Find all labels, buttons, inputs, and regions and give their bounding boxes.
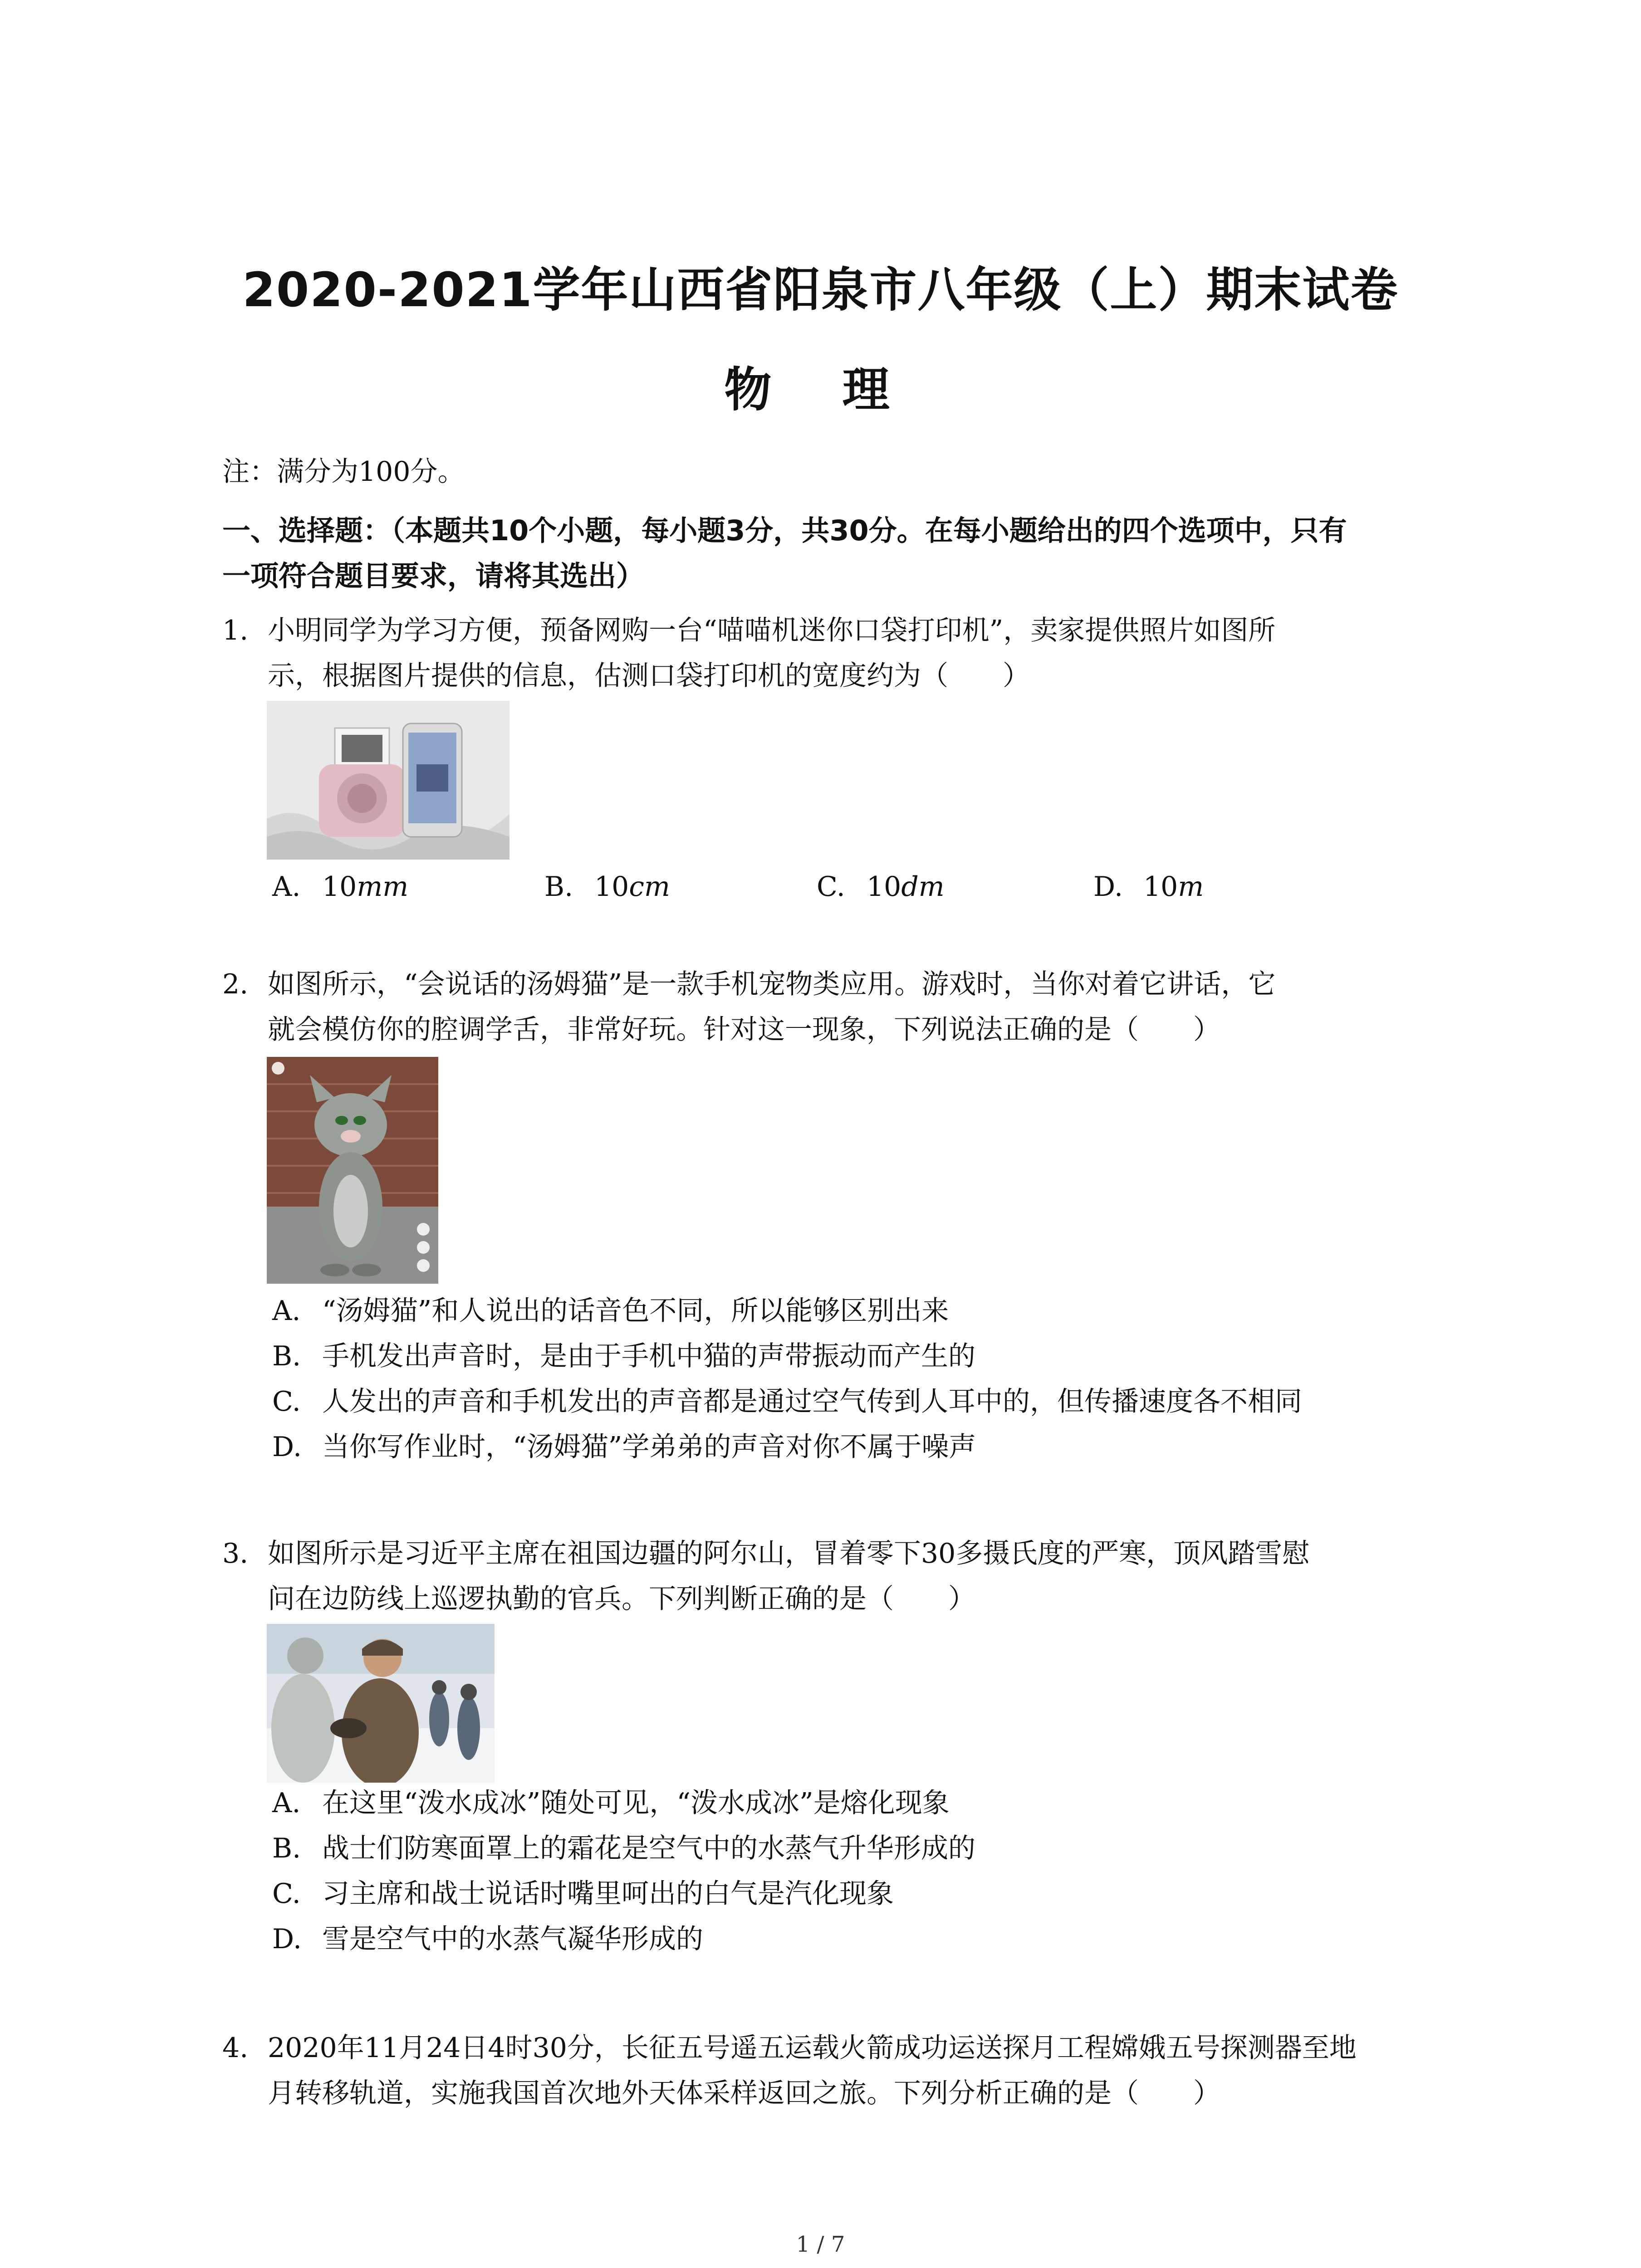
question-number: 1. bbox=[222, 615, 249, 646]
option-a[interactable]: A. “汤姆猫”和人说出的话音色不同，所以能够区别出来 bbox=[272, 1295, 949, 1327]
question-4 bbox=[222, 2025, 1357, 2116]
option-b[interactable]: B. 10cm bbox=[544, 871, 670, 903]
option-d[interactable]: D. 10m bbox=[1093, 871, 1204, 903]
option-a[interactable]: A. 在这里“泼水成冰”随处可见，“泼水成冰”是熔化现象 bbox=[272, 1787, 950, 1819]
border-patrol-photo bbox=[267, 1624, 495, 1783]
question-stem-line1: 如图所示是习近平主席在祖国边疆的阿尔山，冒着零下30多摄氏度的严寒，顶风踏雪慰 bbox=[268, 1538, 1310, 1569]
option-c[interactable]: C. 10dm bbox=[817, 871, 945, 903]
question-number: 3. bbox=[222, 1538, 249, 1569]
question-stem-line2: 示，根据图片提供的信息，估测口袋打印机的宽度约为（ ） bbox=[268, 660, 1030, 692]
page-number: 1 / 7 bbox=[796, 2232, 845, 2257]
question-number: 2. bbox=[222, 968, 249, 1000]
score-note: 注：满分为100分。 bbox=[222, 456, 465, 488]
question-stem-line2: 问在边防线上巡逻执勤的官兵。下列判断正确的是（ ） bbox=[268, 1583, 975, 1615]
question-2 bbox=[222, 962, 1275, 1052]
question-stem-line1: 小明同学为学习方便，预备网购一台“喵喵机迷你口袋打印机”，卖家提供照片如图所 bbox=[268, 615, 1276, 646]
question-stem-line2: 月转移轨道，实施我国首次地外天体采样返回之旅。下列分析正确的是（ ） bbox=[268, 2077, 1220, 2109]
option-d[interactable]: D. 当你写作业时，“汤姆猫”学弟弟的声音对你不属于噪声 bbox=[272, 1431, 976, 1463]
question-stem-line1: 如图所示，“会说话的汤姆猫”是一款手机宠物类应用。游戏时，当你对着它讲话，它 bbox=[268, 968, 1276, 1000]
option-c[interactable]: C. 习主席和战士说话时嘴里呵出的白气是汽化现象 bbox=[272, 1878, 894, 1910]
question-stem-line2: 就会模仿你的腔调学舌，非常好玩。针对这一现象，下列说法正确的是（ ） bbox=[268, 1014, 1220, 1046]
question-number: 4. bbox=[222, 2032, 249, 2064]
option-b[interactable]: B. 手机发出声音时，是由于手机中猫的声带振动而产生的 bbox=[272, 1340, 975, 1372]
question-stem-line1: 2020年11月24日4时30分，长征五号遥五运载火箭成功运送探月工程嫦娥五号探测器至地 bbox=[268, 2032, 1357, 2064]
question-2-options bbox=[272, 1288, 1302, 1470]
talking-tom-photo bbox=[267, 1057, 438, 1284]
page-title: 2020-2021学年山西省阳泉市八年级（上）期末试卷 bbox=[242, 262, 1399, 318]
pocket-printer-photo bbox=[267, 701, 509, 860]
option-a[interactable]: A. 10mm bbox=[272, 871, 409, 903]
question-3 bbox=[222, 1531, 1309, 1622]
section-heading-line1: 一、选择题：（本题共10个小题，每小题3分，共30分。在每小题给出的四个选项中，只有 bbox=[222, 514, 1347, 547]
question-3-options bbox=[272, 1780, 975, 1962]
option-d[interactable]: D. 雪是空气中的水蒸气凝华形成的 bbox=[272, 1923, 703, 1955]
question-1 bbox=[222, 608, 1275, 699]
subject-title: 物 理 bbox=[724, 362, 917, 417]
option-c[interactable]: C. 人发出的声音和手机发出的声音都是通过空气传到人耳中的，但传播速度各不相同 bbox=[272, 1386, 1302, 1418]
section-heading-line2: 一项符合题目要求，请将其选出） bbox=[222, 559, 645, 592]
option-b[interactable]: B. 战士们防寒面罩上的霜花是空气中的水蒸气升华形成的 bbox=[272, 1833, 975, 1864]
